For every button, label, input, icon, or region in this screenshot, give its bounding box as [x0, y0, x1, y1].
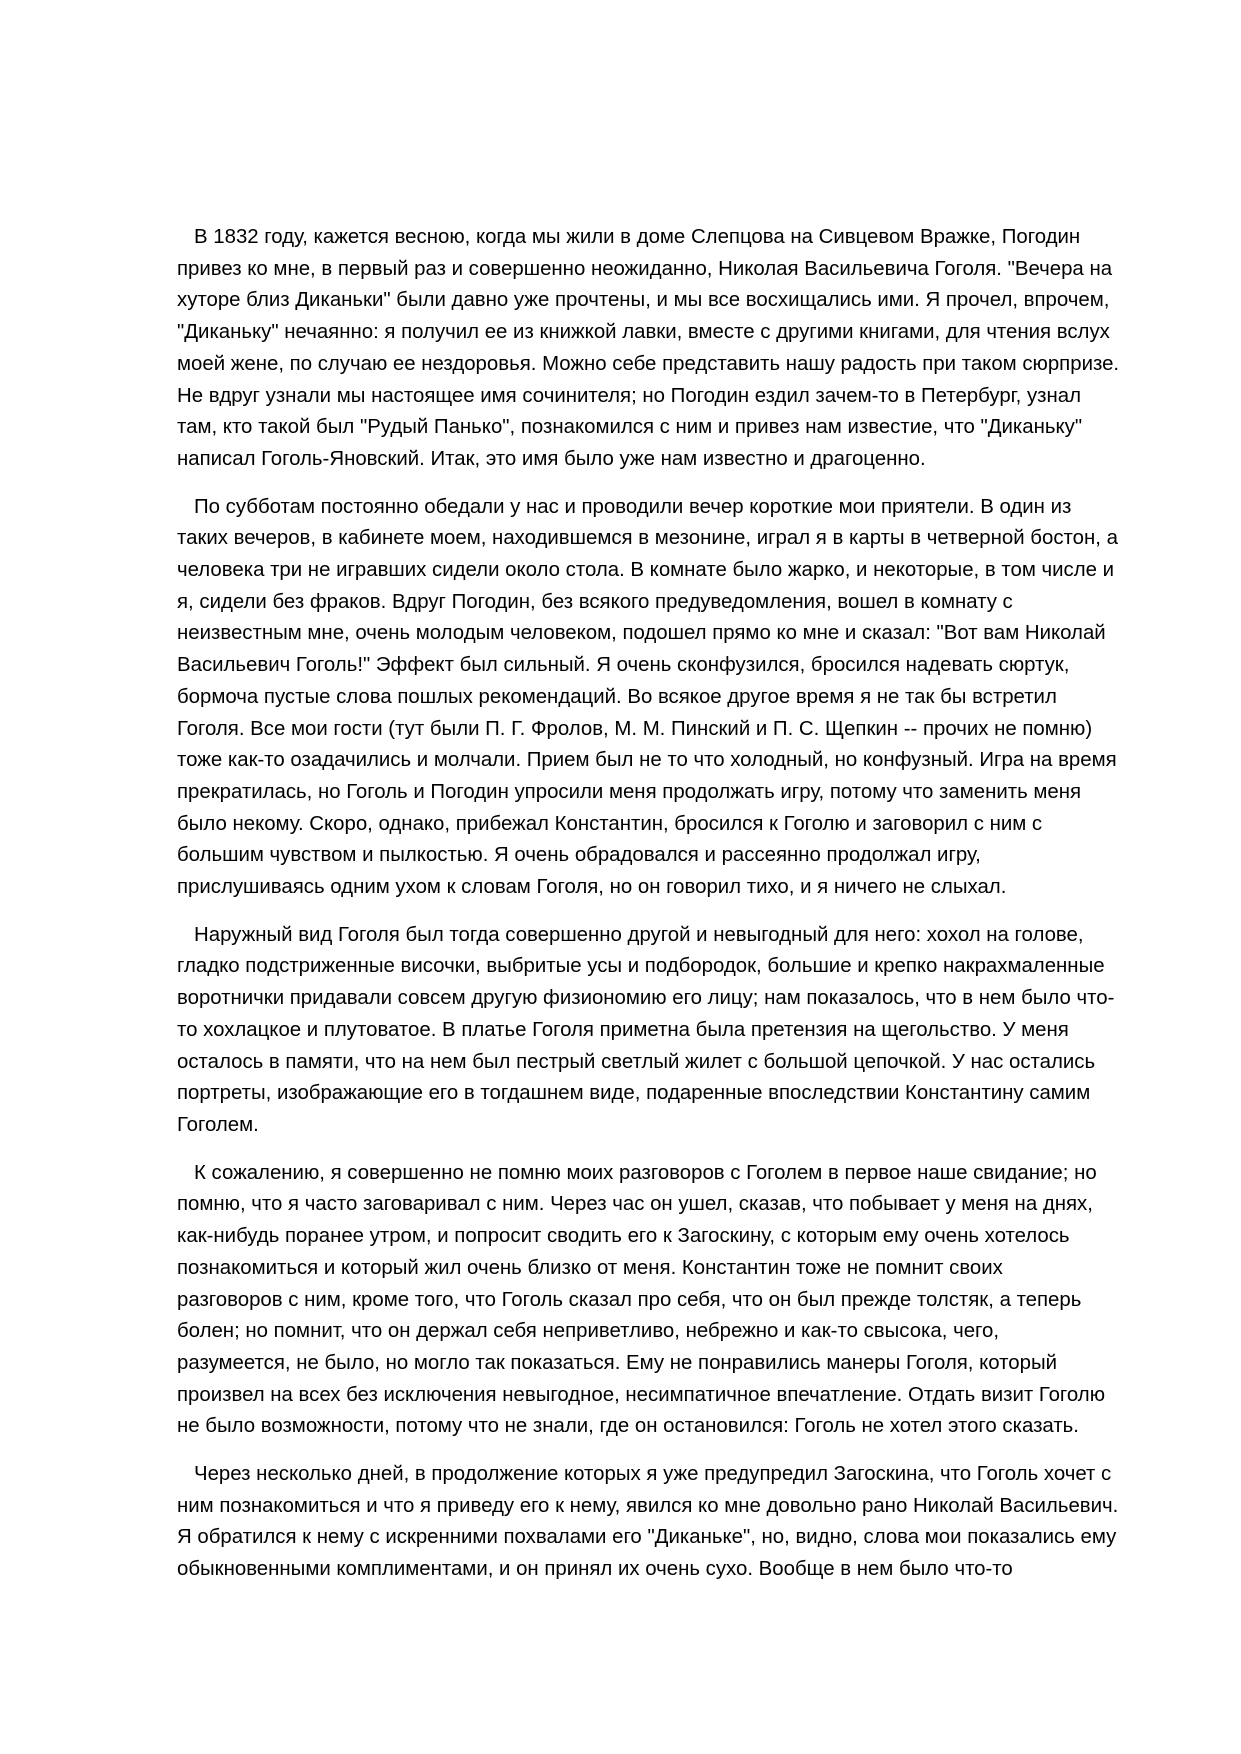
paragraph-2: По субботам постоянно обедали у нас и проводили вечер короткие мои приятели. В один из таких вечеров, в кабинете моем, находившемся в мезонине, играл я в карты в четверной бостон, а человека три не игравших сидели около стола. В комнате было жарко, и некоторые, в том числе и я, сидели без фраков. Вдруг Погодин, без всякого предуведомления, вошел в комнату с неизвестным мне, очень молодым человеком, подошел прямо ко мне и сказал: "Вот вам Николай Васильевич Гоголь!" Эффект был сильный. Я очень сконфузился, бросился надевать сюртук, бормоча пустые слова пошлых рекомендаций. Во всякое другое время я не так бы встретил Гоголя. Все мои гости (тут были П. Г. Фролов, М. М. Пинский и П. С. Щепкин -- прочих не помню) тоже как-то озадачились и молчали. Прием был не то что холодный, но конфузный. Игра на время прекратилась, но Гоголь и Погодин упросили меня продолжать игру, потому что заменить меня было некому. Скоро, однако, прибежал Константин, бросился к Гоголю и заговорил с ним с большим чувством и пылкостью. Я очень обрадовался и рассеянно продолжал игру, прислушиваясь одним ухом к словам Гоголя, но он говорил тихо, и я ничего не слыхал. [177, 495, 1118, 899]
paragraph-1: В 1832 году, кажется весною, когда мы жили в доме Слепцова на Сивцевом Вражке, Погодин привез ко мне, в первый раз и совершенно неожиданно, Николая Васильевича Гоголя. "Вечера на хуторе близ Диканьки" были давно уже прочтены, и мы все восхищались ими. Я прочел, впрочем, "Диканьку" нечаянно: я получил ее из книжкой лавки, вместе с другими книгами, для чтения вслух моей жене, по случаю ее нездоровья. Можно себе представить нашу радость при таком сюрпризе. Не вдруг узнали мы настоящее имя сочинителя; но Погодин ездил зачем-то в Петербург, узнал там, кто такой был "Рудый Панько", познакомился с ним и привез нам известие, что "Диканьку" написал Гоголь-Яновский. Итак, это имя было уже нам известно и драгоценно. [177, 226, 1120, 470]
paragraph-4: К сожалению, я совершенно не помню моих разговоров с Гоголем в первое наше свидание; но помню, что я часто заговаривал с ним. Через час он ушел, сказав, что побывает у меня на днях, как-нибудь поранее утром, и попросит сводить его к Загоскину, с которым ему очень хотелось познакомиться и который жил очень близко от меня. Константин тоже не помнит своих разговоров с ним, кроме того, что Гоголь сказал про себя, что он был прежде толстяк, а теперь болен; но помнит, что он держал себя неприветливо, небрежно и как-то свысока, чего, разумеется, не было, но могло так показаться. Ему не понравились манеры Гоголя, который произвел на всех без исключения невыгодное, несимпатичное впечатление. Отдать визит Гоголю не было возможности, потому что не знали, где он остановился: Гоголь не хотел этого сказать. [177, 1161, 1105, 1438]
paragraph-5: Через несколько дней, в продолжение которых я уже предупредил Загоскина, что Гоголь хочет с ним познакомиться и что я приведу его к нему, явился ко мне довольно рано Николай Васильевич. Я обратился к нему с искренними похвалами его "Диканьке", но, видно, слова мои показались ему обыкновенными комплиментами, и он принял их очень сухо. Вообще в нем было что-то [177, 1463, 1119, 1581]
paragraph-3: Наружный вид Гоголя был тогда совершенно другой и невыгодный для него: хохол на голове, гладко подстриженные височки, выбритые усы и подбородок, большие и крепко накрахмаленные воротнички придавали совсем другую физиономию его лицу; нам показалось, что в нем было что- то хохлацкое и плутоватое. В платье Гоголя приметна была претензия на щегольство. У меня осталось в памяти, что на нем был пестрый светлый жилет с большой цепочкой. У нас остались портреты, изображающие его в тогдашнем виде, подаренные впоследствии Константину самим Гоголем. [177, 923, 1115, 1136]
text-column [177, 222, 1167, 1602]
